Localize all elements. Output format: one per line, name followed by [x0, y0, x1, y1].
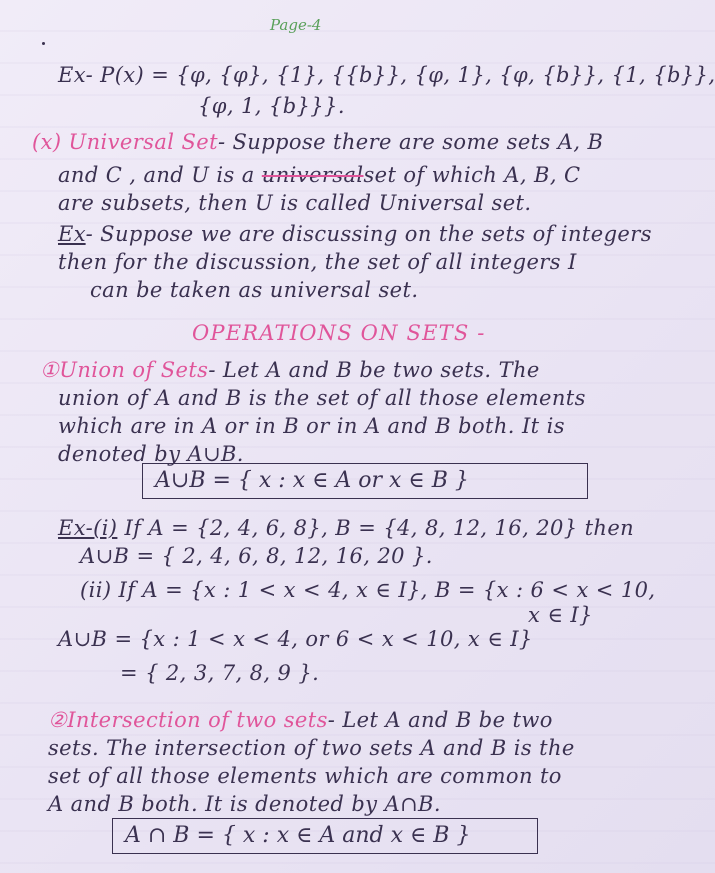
union-line-2: union of A and B is the set of all those elements	[58, 386, 586, 410]
universal-set-def-2b: set of which A, B, C	[363, 163, 581, 187]
union-line-1	[40, 357, 540, 383]
universal-set-example-line-1	[58, 221, 652, 247]
union-example-1-line-2: A∪B = { 2, 4, 6, 8, 12, 16, 20 }.	[80, 544, 433, 568]
power-set-example-line-1: Ex- P(x) = {φ, {φ}, {1}, {{b}}, {φ, 1}, {φ, {b}}, {1, {b}},	[58, 63, 715, 87]
universal-set-line-3: are subsets, then U is called Universal set.	[58, 191, 532, 215]
intersection-line-2: sets. The intersection of two sets A and B is the	[48, 736, 575, 760]
struck-word: universal	[261, 163, 364, 187]
universal-set-example-1: - Suppose we are discussing on the sets of integers	[85, 222, 652, 246]
union-example-2-line-1: (ii) If A = {x : 1 < x < 4, x ∈ I}, B = {x : 6 < x < 10,	[80, 578, 656, 602]
union-example-2-line-3: = { 2, 3, 7, 8, 9 }.	[120, 661, 320, 685]
page-header: Page-4	[270, 16, 322, 34]
intersection-def-1: - Let A and B be two	[327, 708, 553, 732]
universal-set-line-1	[32, 129, 603, 155]
union-title: ①Union of Sets	[40, 358, 209, 382]
union-example-label: Ex-(i)	[58, 516, 118, 540]
union-line-4: denoted by A∪B.	[58, 442, 244, 466]
intersection-line-4: A and B both. It is denoted by A∩B.	[48, 792, 441, 816]
intersection-formula-box: A ∩ B = { x : x ∈ A and x ∈ B }	[112, 818, 538, 854]
intersection-title: ②Intersection of two sets	[48, 708, 328, 732]
union-example-2-line-1b: x ∈ I}	[528, 603, 593, 627]
intersection-line-1	[48, 707, 553, 733]
union-example-1-line-1	[58, 515, 634, 541]
universal-set-example-line-2: then for the discussion, the set of all integers I	[58, 250, 577, 274]
universal-set-line-2	[58, 162, 580, 188]
operations-heading: OPERATIONS ON SETS -	[192, 321, 486, 345]
universal-set-def-1: - Suppose there are some sets A, B	[217, 130, 604, 154]
universal-set-def-2a: and C , and U is a	[58, 163, 255, 187]
union-line-3: which are in A or in B or in A and B both. It is	[58, 414, 565, 438]
universal-set-marker: (x)	[32, 130, 62, 154]
union-def-1: - Let A and B be two sets. The	[208, 358, 540, 382]
universal-set-title: Universal Set	[68, 130, 218, 154]
ink-dot	[42, 42, 45, 45]
union-example-1-text: If A = {2, 4, 6, 8}, B = {4, 8, 12, 16, 20} then	[124, 516, 635, 540]
intersection-line-3: set of all those elements which are common to	[48, 764, 562, 788]
power-set-example-line-2: {φ, 1, {b}}}.	[198, 94, 345, 118]
universal-set-example-line-3: can be taken as universal set.	[90, 278, 419, 302]
union-formula-box: A∪B = { x : x ∈ A or x ∈ B }	[142, 463, 588, 499]
example-label: Ex	[58, 222, 86, 246]
union-example-2-line-2: A∪B = {x : 1 < x < 4, or 6 < x < 10, x ∈ I}	[58, 627, 533, 651]
